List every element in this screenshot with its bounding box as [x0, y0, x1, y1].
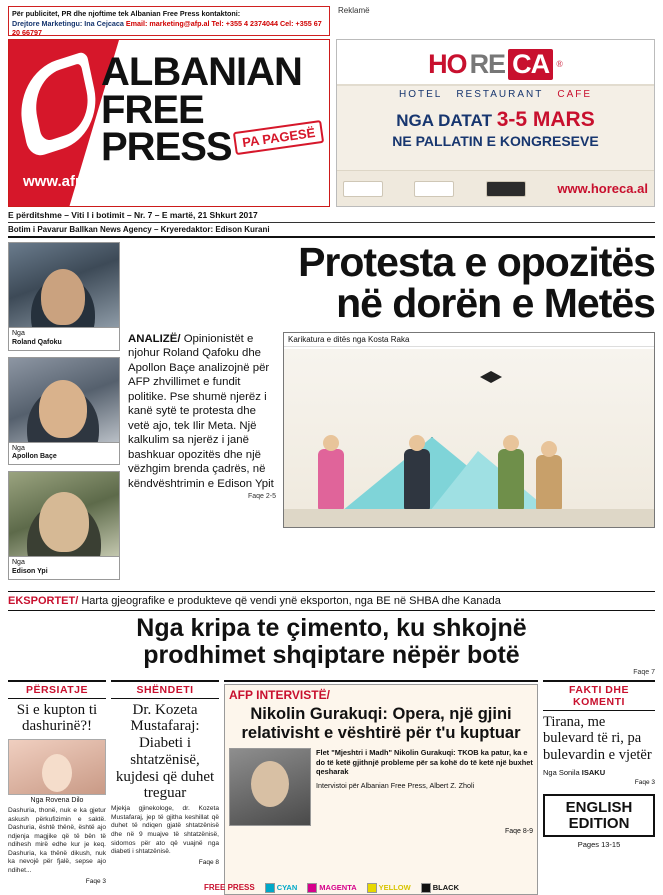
column4-headline: Tirana, me bulevard të ri, pa bulevardin e vjetër: [543, 713, 652, 764]
cartoon-figure-2: [404, 449, 430, 513]
horeca-sub-cafe: CAFE: [557, 89, 593, 100]
horeca-website[interactable]: www.horeca.al: [557, 181, 648, 196]
interview-body: [229, 748, 533, 826]
interview-panel: [224, 684, 538, 895]
black-swatch-icon: [421, 883, 431, 893]
sponsor-logo-1: [343, 181, 383, 197]
lead-story: [8, 239, 655, 586]
cartoon-panel: [283, 332, 655, 528]
author-card: [8, 357, 120, 466]
column2-page-ref: Faqe 8: [198, 858, 219, 866]
column4-page-ref: Faqe 3: [634, 778, 655, 786]
bottom-columns: [8, 680, 655, 895]
horeca-advertisement[interactable]: [336, 39, 655, 207]
horeca-dates-prefix: NGA DATAT: [396, 111, 492, 130]
contact-ad-box: [8, 6, 330, 36]
column4-byline-name: ISAKU: [581, 767, 606, 777]
cartoon-figure-3: [498, 449, 524, 513]
interview-text: [316, 748, 533, 826]
horeca-sponsor-bar: [337, 170, 654, 206]
color-black: [421, 883, 459, 893]
cyan-swatch-icon: [265, 883, 275, 893]
yellow-swatch-icon: [367, 883, 377, 893]
yellow-label: YELLOW: [378, 882, 411, 892]
analysis-column: [128, 332, 276, 528]
column1-kicker: PËRSIATJE: [25, 683, 89, 696]
cyan-label: CYAN: [276, 882, 298, 892]
color-registration-bar: [0, 883, 663, 893]
author-photo: [8, 242, 120, 328]
figure-head-icon: [541, 441, 557, 457]
color-yellow: [367, 883, 411, 893]
marketing-email: Email: marketing@afp.al: [125, 19, 210, 28]
column1-photo-caption: Nga Rovena Dilo: [30, 797, 84, 805]
column2-kicker: SHËNDETI: [136, 683, 194, 696]
interview-page-ref: Faqe 8-9: [504, 827, 533, 835]
sponsor-logo-3: [486, 181, 526, 197]
column1-divider: [8, 698, 106, 699]
horeca-venue: NE PALLATIN E KONGRESEVE: [392, 133, 599, 149]
interview-lead: Flet "Mjeshtri i Madh" Nikolin Gurakuqi: TKOB ka patur, ka e do të ketë gjithnjë probleme për sa kohë do të ketë një buxhet qesharak: [316, 747, 533, 777]
author-photo: [8, 357, 120, 443]
column4-kicker: FAKTI DHE KOMENTI: [569, 683, 629, 708]
masthead-title: [101, 50, 329, 170]
export-band: [8, 591, 655, 611]
masthead-row: [8, 39, 655, 207]
color-cyan: [265, 883, 298, 893]
column1-headline: Si e kupton ti dashurinë?!: [16, 701, 98, 735]
divider-1: [8, 222, 655, 223]
column-shendeti[interactable]: [111, 680, 219, 895]
contact-ad-line1: Për publicitet, PR dhe njoftime tek Albanian Free Press kontaktoni:: [12, 9, 241, 18]
column2-body: Mjekja gjinekologe, dr. Kozeta Mustafaraj, jep të gjitha keshillat që duhet të ndiqen gjatë shtatzënisë dhe në 9 muajve të shtatzënisë, sidomos për ato që vuajnë nga diabeti i shtatzënisë.: [111, 805, 219, 856]
author-prefix: Nga: [12, 559, 25, 566]
column1-page-ref: Faqe 3: [85, 877, 106, 885]
lead-headline-line1: Protesta e opozitës: [298, 239, 655, 285]
export-headline: [8, 615, 655, 669]
lead-page-ref: Faqe 2-5: [247, 493, 276, 501]
english-edition-line1: ENGLISH: [565, 798, 633, 816]
analysis-kicker: ANALIZË/: [128, 333, 181, 345]
english-edition-line2: EDITION: [568, 814, 630, 832]
author-name: Apollon Baçe: [12, 453, 57, 461]
black-label: BLACK: [432, 882, 459, 892]
author-card: [8, 242, 120, 351]
export-subtitle: Harta gjeografike e produkteve që vendi ynë eksporton, nga BE në SHBA dhe Kanada: [78, 594, 501, 607]
author-photo-column: [8, 242, 120, 586]
horeca-logo: [337, 40, 654, 86]
english-edition-box[interactable]: [543, 794, 655, 838]
masthead-title-line1: ALBANIAN: [101, 50, 302, 94]
column1-photo: [8, 739, 106, 795]
interview-byline: Intervistoi për Albanian Free Press, Albert Z. Zholi: [316, 781, 475, 791]
cartoon-ground: [284, 509, 654, 527]
horeca-dates-line: [337, 108, 654, 132]
color-magenta: [307, 883, 356, 893]
english-edition-pages: Pages 13-15: [577, 840, 621, 850]
author-photo: [8, 471, 120, 557]
author-name: Edison Ypi: [12, 567, 48, 575]
reklame-label: Reklamë: [338, 6, 370, 15]
author-prefix: Nga: [12, 444, 25, 452]
cartoon-figure-1: [318, 449, 344, 513]
export-headline-line1: Nga kripa te çimento, ku shkojnë: [136, 613, 527, 642]
interview-photo: [229, 748, 311, 826]
horeca-word-ho: HO: [428, 48, 467, 79]
cartoon-image: [284, 349, 654, 527]
cartoon-figure-4: [536, 455, 562, 513]
column4-byline-prefix: Nga Sonila: [543, 767, 582, 777]
interview-headline: Nikolin Gurakuqi: Opera, një gjini relativisht e vështirë për t'u kuptuar: [241, 704, 521, 742]
figure-head-icon: [503, 435, 519, 451]
publisher-info-line: Botim i Pavarur Ballkan News Agency – Kryeredaktor: Edison Kurani: [8, 225, 270, 234]
analysis-text: [128, 332, 276, 491]
author-caption: [8, 557, 120, 580]
magenta-swatch-icon: [307, 883, 317, 893]
export-page-ref: Faqe 7: [633, 668, 655, 676]
author-caption: [8, 328, 120, 351]
masthead-website[interactable]: www.afp.al: [23, 173, 101, 190]
footer-logo: FREE PRESS: [204, 883, 255, 893]
horeca-sub-hotel: HOTEL: [398, 89, 443, 100]
author-prefix: Nga: [12, 330, 25, 337]
horeca-registered-icon: ®: [556, 59, 563, 69]
column2-headline: Dr. Kozeta Mustafaraj: Diabeti i shtatzënisë, kujdesi që duhet treguar: [115, 701, 215, 802]
horeca-word-re: RE: [469, 48, 506, 79]
masthead: [8, 39, 330, 207]
horeca-dates-block: [337, 102, 654, 151]
sponsor-logo-2: [414, 181, 454, 197]
analysis-row: [128, 332, 655, 528]
masthead-title-line3: PRESS: [101, 125, 232, 170]
horeca-dates-value: 3-5 MARS: [496, 108, 595, 131]
column4-divider: [543, 710, 655, 711]
interview-kicker: AFP INTERVISTË/: [229, 687, 330, 702]
column2-divider: [111, 698, 219, 699]
horeca-sub-restaurant: RESTAURANT: [456, 89, 544, 100]
column1-body: Dashuria, thonë, nuk e ka gjetur askush përkufizimin e saktë. Dashuria, është thënë, është ajo ndjenja magjike që të bën të ndihesh mirë edhe kur je keq. Dashuria, ka thënë dikush, nuk ka nevojë për fjalë, sepse ajo ndihet...: [8, 807, 106, 875]
export-subtitle-line: [8, 595, 655, 607]
contact-ad-line2: [12, 19, 326, 37]
masthead-title-line2: FREE: [101, 87, 204, 132]
marketing-phone: Tel: +355 4 2374044 Cel: +355 67 20 66797: [12, 19, 322, 37]
top-strip: [8, 6, 655, 36]
lead-main: [128, 239, 655, 586]
figure-head-icon: [323, 435, 339, 451]
horeca-word-ca: CA: [508, 49, 553, 80]
author-name: Roland Qafoku: [12, 338, 62, 346]
figure-head-icon: [409, 435, 425, 451]
column-persiatje[interactable]: [8, 680, 106, 895]
analysis-body: Opinionistët e njohur Roland Qafoku dhe Apollon Baçe analizojnë për AFP zhvillimet e fundit politike. Pse shumë njerëz i kanë sytë te protesta dhe vetë ajo, tek Ilir Meta. Një kalkulim sa njerëz i janë bashkuar opozitës dhe një vëzhgim brenda çadrës, në këndvështrimin e Edison Ypit: [128, 333, 274, 490]
issue-info-line: E përditshme – Viti I i botimit – Nr. 7 – E martë, 21 Shkurt 2017: [8, 210, 258, 220]
divider-2: [8, 236, 655, 238]
magenta-label: MAGENTA: [319, 882, 357, 892]
author-caption: [8, 443, 120, 466]
column-fakti[interactable]: [543, 680, 655, 895]
horeca-subtitles: [337, 86, 654, 102]
column4-byline: [543, 768, 655, 777]
export-headline-line2: prodhimet shqiptare nëpër botë: [143, 640, 520, 669]
cartoon-caption: Karikatura e ditës nga Kosta Raka: [284, 333, 654, 347]
lead-headline-line2: në dorën e Metës: [336, 280, 655, 326]
bird-icon: [480, 371, 502, 383]
free-stamp: PA PAGESË: [232, 120, 324, 155]
column-interview[interactable]: [224, 680, 538, 895]
author-card: [8, 471, 120, 580]
marketing-director: Drejtore Marketingu: Ina Cejcaca: [12, 19, 124, 28]
lead-headline: [128, 239, 655, 326]
export-kicker: EKSPORTET/: [8, 594, 79, 607]
